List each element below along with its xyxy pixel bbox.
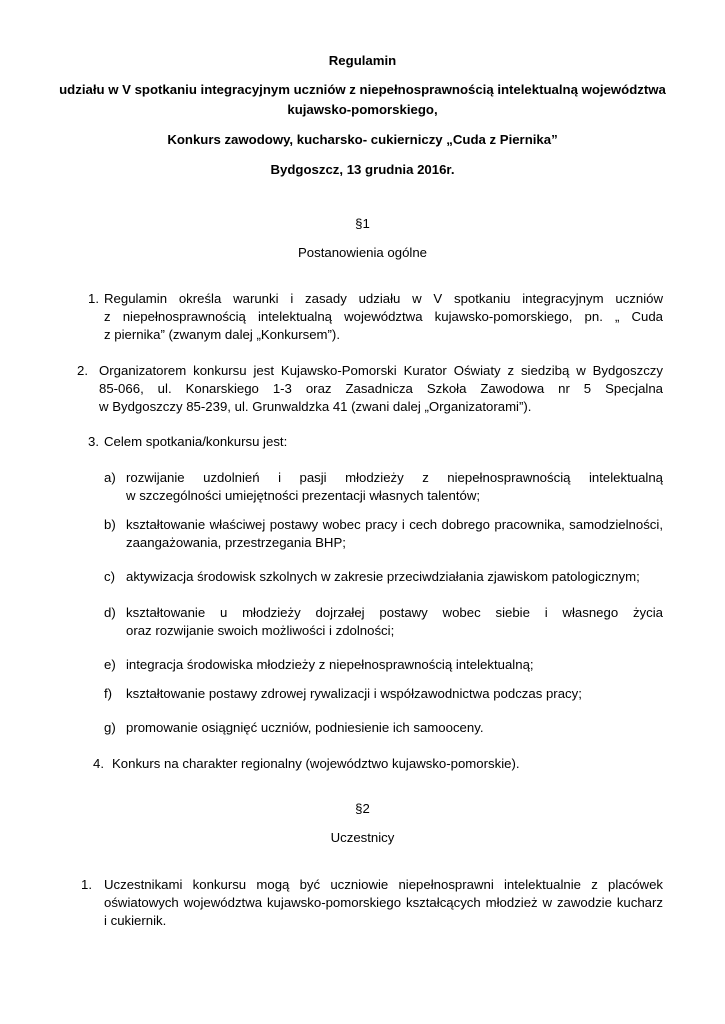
goal-marker: e) [104,657,116,672]
goal-marker: d) [104,605,116,620]
list-item-line: oświatowych województwa kujawsko-pomorskiego kształcących młodzież w zawodzie kucharz [104,895,663,910]
goal-line: rozwijanie uzdolnień i pasji młodzieży z niepełnosprawnością intelektualną [126,470,663,485]
document-title: Regulamin [328,53,397,68]
goal-line: integracja środowiska młodzieży z niepełnosprawnością intelektualną; [126,657,534,672]
goal-line: w szczególności umiejętności prezentacji własnych talentów; [126,488,481,503]
list-item-line: z niepełnosprawnością intelektualną województwa kujawsko-pomorskiego, pn. „ Cuda [104,309,663,324]
goal-marker: b) [104,517,116,532]
list-item-marker: 1. [81,877,92,892]
list-item-line: z piernika” (zwanym dalej „Konkursem”). [104,327,340,342]
goal-marker: c) [104,569,115,584]
document-subtitle-line-1: udziału w V spotkaniu integracyjnym uczniów z niepełnosprawnością intelektualną województwa [59,82,666,97]
section-1-title: Postanowienia ogólne [297,245,428,260]
list-item-line: Regulamin określa warunki i zasady udziału w V spotkaniu integracyjnym uczniów [104,291,663,306]
goal-line: aktywizacja środowisk szkolnych w zakresie przeciwdziałania zjawiskom patologicznym; [126,569,640,584]
goal-line: oraz rozwijanie swoich możliwości i zdolności; [126,623,395,638]
goal-line: kształtowanie u młodzieży dojrzałej postawy wobec siebie i własnego życia [126,605,663,620]
place-and-date: Bydgoszcz, 13 grudnia 2016r. [270,162,455,177]
list-item-line: Celem spotkania/konkursu jest: [104,434,288,449]
list-item-line: Uczestnikami konkursu mogą być uczniowie niepełnosprawni intelektualnie z placówek [104,877,663,892]
goal-line: kształtowanie postawy zdrowej rywalizacji i współzawodnictwa podczas pracy; [126,686,582,701]
document-subtitle-line-2: kujawsko-pomorskiego, [287,102,438,117]
list-item-line: i cukiernik. [104,913,167,928]
section-2-title: Uczestnicy [330,830,395,845]
list-item-line: Organizatorem konkursu jest Kujawsko-Pomorski Kurator Oświaty z siedzibą w Bydgoszczy [99,363,663,378]
list-item-line: Konkurs na charakter regionalny (województwo kujawsko-pomorskie). [112,756,520,771]
list-item-marker: 4. [93,756,104,771]
goal-marker: g) [104,720,116,735]
section-2-number: §2 [355,801,370,816]
goal-marker: a) [104,470,116,485]
list-item-line: w Bydgoszczy 85-239, ul. Grunwaldzka 41 (zwani dalej „Organizatorami”). [99,399,532,414]
goal-marker: f) [104,686,113,701]
goal-line: zaangażowania, przestrzegania BHP; [126,535,346,550]
goal-line: promowanie osiągnięć uczniów, podniesienie ich samooceny. [126,720,484,735]
list-item-line: 85-066, ul. Konarskiego 1-3 oraz Zasadnicza Szkoła Zawodowa nr 5 Specjalna [99,381,663,396]
list-item-marker: 3. [88,434,99,449]
goal-line: kształtowanie właściwej postawy wobec pracy i cech dobrego pracownika, samodzielności, [126,517,663,532]
contest-name: Konkurs zawodowy, kucharsko- cukierniczy „Cuda z Piernika” [167,132,558,147]
section-1-number: §1 [355,216,370,231]
list-item-marker: 1. [88,291,99,306]
list-item-marker: 2. [77,363,88,378]
